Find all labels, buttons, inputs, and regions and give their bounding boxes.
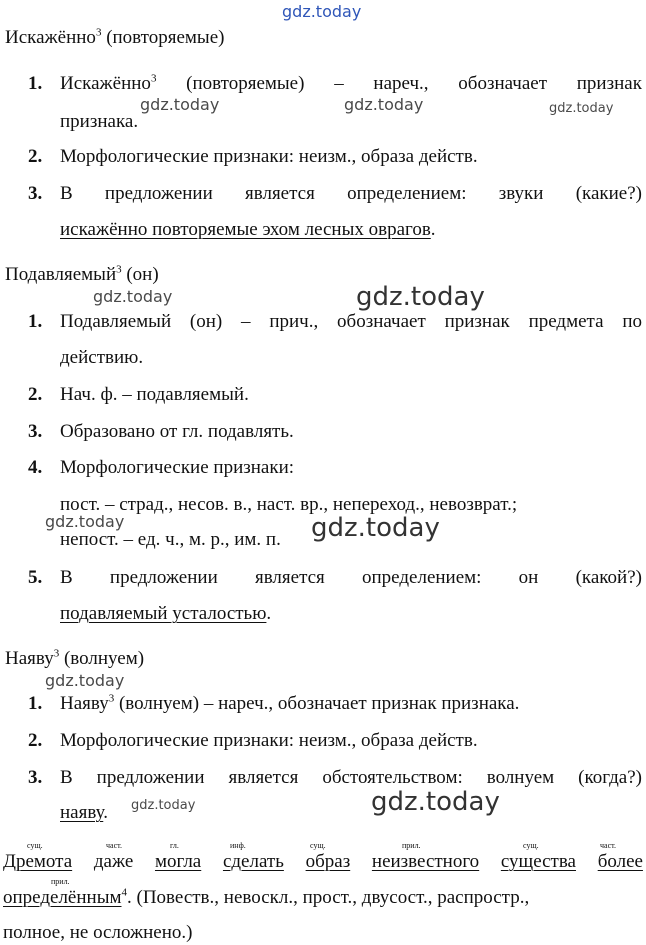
watermark: gdz.today [45, 512, 125, 531]
pos-tag: част. [106, 841, 123, 850]
list-item-text: признака. [60, 111, 139, 132]
watermark: gdz.today [549, 101, 614, 116]
list-item-text: Морфологические признаки: неизм., образа действ. [60, 730, 478, 751]
pos-tag: гл. [170, 841, 179, 850]
item-number: 2. [28, 146, 43, 167]
list-item-text: Морфологические признаки: неизм., образа действ. [60, 146, 478, 167]
item-number: 1. [28, 693, 43, 714]
list-item-text: Наяву$^3$ (волнуем) – нареч., обозначает признак признака. [60, 692, 520, 714]
list-item-text: Образовано от гл. подавлять. [60, 421, 294, 442]
list-item-text: В предложении является определением: он (какой?) [60, 567, 642, 588]
list-item-text: Искажённо$^3$ (повторяемые) – нареч., обозначает признак [60, 72, 642, 94]
pos-tag: сущ. [310, 841, 326, 850]
watermark: gdz.today [356, 282, 485, 312]
underlined-phrase: наяву. [60, 802, 109, 823]
watermark: gdz.today [344, 95, 424, 114]
watermark: gdz.today [140, 95, 220, 114]
watermark: gdz.today [131, 798, 196, 813]
pos-tag: инф. [230, 841, 246, 850]
watermark: gdz.today [93, 287, 173, 306]
item-number: 3. [28, 421, 43, 442]
underlined-phrase: подавляемый усталостью. [60, 603, 272, 624]
sentence-line-1: Дремота даже могла сделать образ неизвестного существа более [3, 851, 643, 872]
watermark: gdz.today [311, 513, 440, 543]
list-item-text: действию. [60, 347, 144, 368]
list-item-text: Морфологические признаки: [60, 457, 295, 478]
section-heading: Подавляемый$^3$ (он) [5, 263, 159, 285]
item-number: 4. [28, 457, 43, 478]
pos-tag: част. [600, 841, 617, 850]
item-number: 1. [28, 73, 43, 94]
section-heading: Искажённо$^3$ (повторяемые) [5, 26, 225, 48]
pos-tag: сущ. [523, 841, 539, 850]
pos-tag: сущ. [27, 841, 43, 850]
list-item-text: В предложении является определением: звуки (какие?) [60, 183, 642, 204]
list-item-subtext: пост. – страд., несов. в., наст. вр., непереход., невозврат.; [60, 494, 518, 515]
list-item-text: В предложении является обстоятельством: волнуем (когда?) [60, 767, 642, 788]
sentence-line-2: определённым$^4$. (Повеств., невоскл., прост., двусост., распростр., [3, 886, 530, 908]
watermark: gdz.today [371, 787, 500, 817]
list-item-text: Нач. ф. – подавляемый. [60, 384, 249, 405]
item-number: 2. [28, 384, 43, 405]
sentence-line-3: полное, не осложнено.) [3, 922, 193, 943]
pos-tag: прил. [402, 841, 421, 850]
watermark: gdz.today [45, 671, 125, 690]
item-number: 3. [28, 183, 43, 204]
pos-tag: прил. [51, 877, 70, 886]
section-heading: Наяву$^3$ (волнуем) [5, 647, 145, 669]
list-item-text: Подавляемый (он) – прич., обозначает признак предмета по [60, 311, 642, 332]
item-number: 2. [28, 730, 43, 751]
item-number: 1. [28, 311, 43, 332]
underlined-phrase: искажённо повторяемые эхом лесных оврагов. [60, 219, 436, 240]
list-item-subtext: непост. – ед. ч., м. р., им. п. [60, 529, 281, 550]
watermark-top: gdz.today [282, 2, 362, 21]
item-number: 5. [28, 567, 43, 588]
item-number: 3. [28, 767, 43, 788]
